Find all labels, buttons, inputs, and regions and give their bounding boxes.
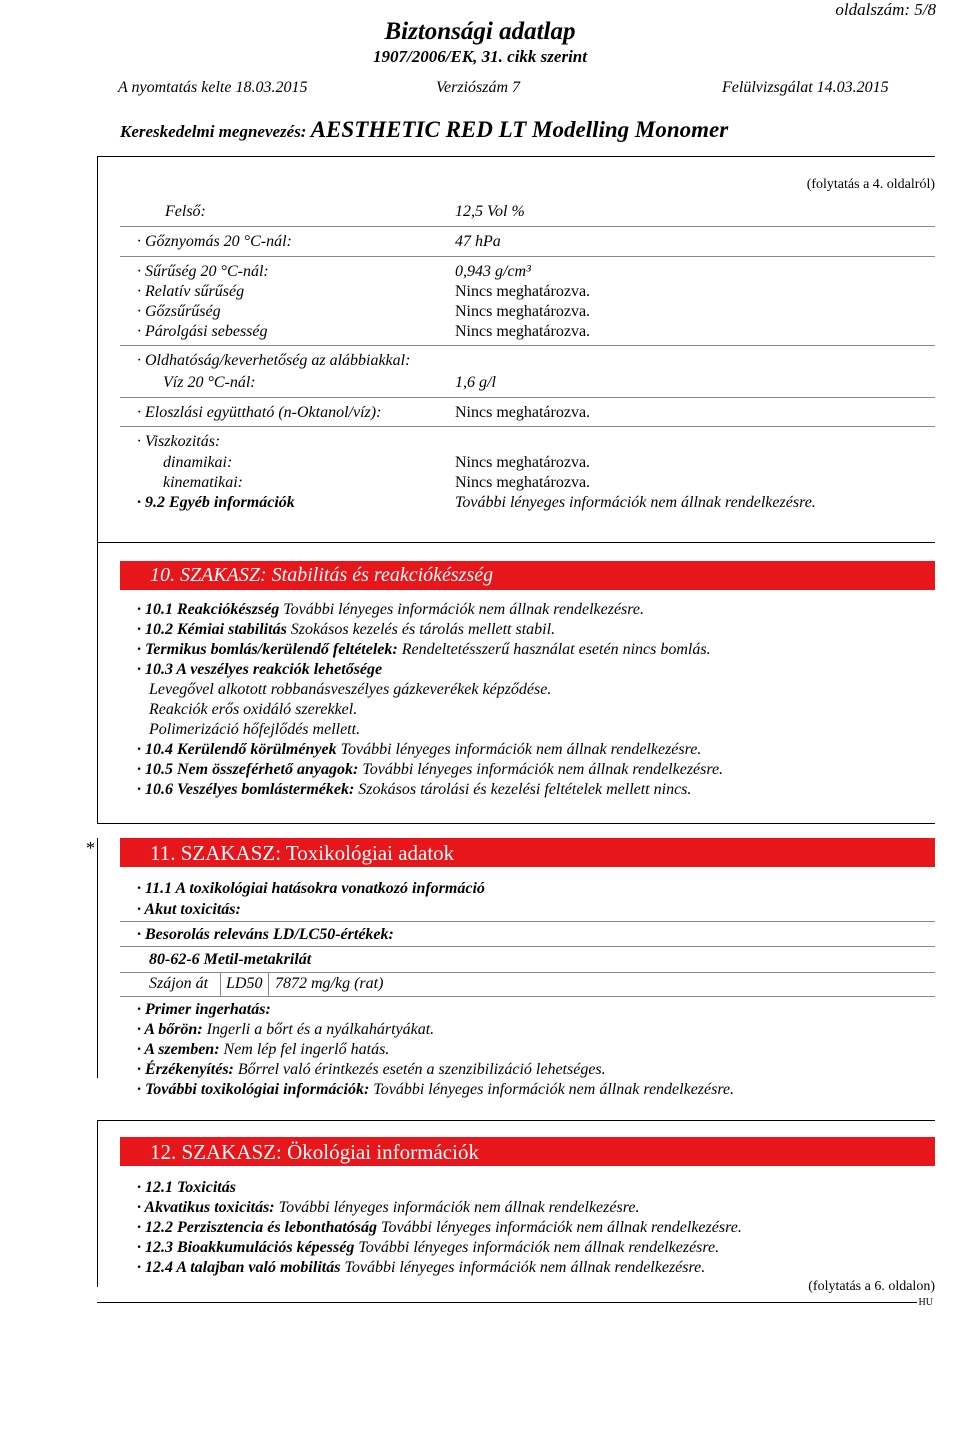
line-label: · A szemben: <box>137 1041 220 1058</box>
row-divider <box>120 226 935 227</box>
line-text: További lényeges információk nem állnak rendelkezésre. <box>377 1219 742 1236</box>
property-value: További lényeges információk nem állnak rendelkezésre. <box>455 494 816 511</box>
property-label: · 9.2 Egyéb információk <box>137 494 295 511</box>
line-label: · Akvatikus toxicitás: <box>137 1199 275 1216</box>
section-11-line <box>137 1041 389 1059</box>
line-label: · 12.4 A talajban való mobilitás <box>137 1259 341 1276</box>
property-label: Felső: <box>165 203 206 220</box>
property-label: · Viszkozitás: <box>137 433 221 450</box>
line-text: Nem lép fel ingerlő hatás. <box>219 1041 390 1058</box>
row-divider <box>120 996 935 997</box>
property-label: · Gőznyomás 20 °C-nál: <box>137 233 292 250</box>
property-value: Nincs meghatározva. <box>455 404 591 421</box>
line-text: További lényeges információk nem állnak rendelkezésre. <box>274 1199 640 1216</box>
row-divider <box>120 345 935 346</box>
line-text: Szokásos tárolási és kezelési feltételek mellett nincs. <box>354 781 692 798</box>
section-12-line <box>137 1239 719 1257</box>
section-10-line <box>137 641 711 659</box>
exposure-route: Szájon át <box>149 975 209 992</box>
row-divider <box>120 921 935 922</box>
property-value: Nincs meghatározva. <box>455 454 591 471</box>
header-rule <box>97 156 935 157</box>
line-text: Bőrrel való érintkezés esetén a szenzibilizáció lehetséges. <box>233 1061 606 1078</box>
section-11-line: · 11.1 A toxikológiai hatásokra vonatkozó információ <box>137 880 485 897</box>
line-text: Ingerli a bőrt és a nyálkahártyákat. <box>202 1021 435 1038</box>
document-title: Biztonsági adatlap <box>384 18 576 45</box>
row-divider <box>120 426 935 427</box>
section-11-title: 11. SZAKASZ: Toxikológiai adatok <box>150 841 455 865</box>
property-label: · Relatív sűrűség <box>137 283 245 300</box>
property-value: 0,943 g/cm³ <box>455 263 531 280</box>
substance-name: 80-62-6 Metil-metakrilát <box>149 951 312 968</box>
section-12-line: · 12.1 Toxicitás <box>137 1179 236 1196</box>
section-11-line: · Akut toxicitás: <box>137 901 241 918</box>
line-label: · 12.2 Perzisztencia és lebonthatóság <box>137 1219 378 1236</box>
property-label: · Gőzsűrűség <box>137 303 221 320</box>
line-text: További lényeges információk nem állnak rendelkezésre. <box>340 1259 706 1276</box>
section-10-line <box>137 761 723 779</box>
regulation-reference: 1907/2006/EK, 31. cikk szerint <box>373 47 587 66</box>
line-label: · 10.4 Kerülendő körülmények <box>137 741 337 758</box>
property-value: 1,6 g/l <box>455 374 496 391</box>
line-label: · 10.2 Kémiai stabilitás <box>137 621 287 638</box>
section-11-header <box>120 838 935 867</box>
line-text: További lényeges információk nem állnak rendelkezésre. <box>369 1081 735 1098</box>
property-value: Nincs meghatározva. <box>455 474 591 491</box>
property-label: dinamikai: <box>163 454 233 471</box>
left-margin-line-2 <box>97 838 98 1078</box>
property-label: kinematikai: <box>163 474 243 491</box>
page-number: oldalszám: 5/8 <box>835 0 936 19</box>
section-12-line <box>137 1219 742 1237</box>
trade-name <box>120 117 728 143</box>
left-margin-line-3 <box>97 1120 98 1287</box>
line-label: · Termikus bomlás/kerülendő feltételek: <box>137 641 398 658</box>
trade-name-label: Kereskedelmi megnevezés: <box>120 122 307 141</box>
section-10-line <box>137 621 555 639</box>
continued-to-note: (folytatás a 6. oldalon) <box>808 1279 935 1294</box>
revision-marker: * <box>86 838 95 858</box>
section-10-title: 10. SZAKASZ: Stabilitás és reakciókészség <box>150 564 494 586</box>
section-11-line <box>137 1081 734 1099</box>
property-label: Víz 20 °C-nál: <box>163 374 256 391</box>
section-11-line: · Primer ingerhatás: <box>137 1001 271 1018</box>
section-rule <box>97 823 935 824</box>
footer-rule <box>97 1302 935 1303</box>
section-12-title: 12. SZAKASZ: Ökológiai információk <box>150 1140 479 1164</box>
continued-from-note: (folytatás a 4. oldalról) <box>806 177 935 192</box>
section-12-line <box>137 1199 639 1217</box>
line-label: · 10.6 Veszélyes bomlástermékek: <box>137 781 355 798</box>
line-text: További lényeges információk nem állnak rendelkezésre. <box>279 601 644 618</box>
line-text: További lényeges információk nem állnak rendelkezésre. <box>354 1239 720 1256</box>
row-divider <box>120 397 935 398</box>
print-date: A nyomtatás kelte 18.03.2015 <box>118 79 308 96</box>
section-11-line <box>137 1061 606 1079</box>
section-12-header <box>120 1137 935 1166</box>
section-10-line: Polimerizáció hőfejlődés mellett. <box>149 721 361 738</box>
toxicity-type: LD50 <box>226 975 263 992</box>
property-value: Nincs meghatározva. <box>455 323 591 340</box>
line-text: További lényeges információk nem állnak rendelkezésre. <box>336 741 702 758</box>
revision-date: Felülvizsgálat 14.03.2015 <box>722 79 889 96</box>
property-value: 47 hPa <box>455 233 501 250</box>
section-rule <box>97 542 935 543</box>
row-divider <box>120 946 935 947</box>
section-10-line <box>137 601 644 619</box>
property-value: Nincs meghatározva. <box>455 303 591 320</box>
line-label: · Érzékenyítés: <box>137 1061 234 1078</box>
section-10-line: Reakciók erős oxidáló szerekkel. <box>149 701 358 718</box>
section-10-line: · 10.3 A veszélyes reakciók lehetősége <box>137 661 383 678</box>
property-label: · Eloszlási együttható (n-Oktanol/víz): <box>137 404 382 421</box>
version-number: Verziószám 7 <box>436 79 521 96</box>
language-code: HU <box>918 1297 933 1308</box>
section-10-header <box>120 561 935 590</box>
section-12-line <box>137 1259 705 1277</box>
line-label: · 10.1 Reakciókészség <box>137 601 280 618</box>
trade-name-value: AESTHETIC RED LT Modelling Monomer <box>310 117 729 142</box>
row-divider <box>120 972 935 973</box>
line-label: · A bőrön: <box>137 1021 203 1038</box>
section-10-line <box>137 781 691 799</box>
line-text: További lényeges információk nem állnak rendelkezésre. <box>358 761 724 778</box>
line-label: · 10.5 Nem összeférhető anyagok: <box>137 761 359 778</box>
property-label: · Oldhatóság/keverhetőség az alábbiakkal: <box>137 352 411 369</box>
section-10-line: Levegővel alkotott robbanásveszélyes gázkeverékek képződése. <box>149 681 552 698</box>
line-text: Rendeltetésszerű használat esetén nincs bomlás. <box>397 641 711 658</box>
line-label: · További toxikológiai információk: <box>137 1081 370 1098</box>
section-10-line <box>137 741 701 759</box>
section-11-line <box>137 1021 434 1039</box>
left-margin-line <box>97 157 98 823</box>
section-11-line: · Besorolás releváns LD/LC50-értékek: <box>137 926 394 943</box>
cell-divider <box>220 972 221 996</box>
toxicity-value: 7872 mg/kg (rat) <box>275 975 384 992</box>
section-rule <box>97 1120 935 1121</box>
cell-divider <box>268 972 269 996</box>
property-value: Nincs meghatározva. <box>455 283 591 300</box>
line-text: Szokásos kezelés és tárolás mellett stabil. <box>286 621 556 638</box>
row-divider <box>120 256 935 257</box>
property-label: · Sűrűség 20 °C-nál: <box>137 263 269 280</box>
property-value: 12,5 Vol % <box>455 203 525 220</box>
line-label: · 12.3 Bioakkumulációs képesség <box>137 1239 355 1256</box>
property-label: · Párolgási sebesség <box>137 323 268 340</box>
